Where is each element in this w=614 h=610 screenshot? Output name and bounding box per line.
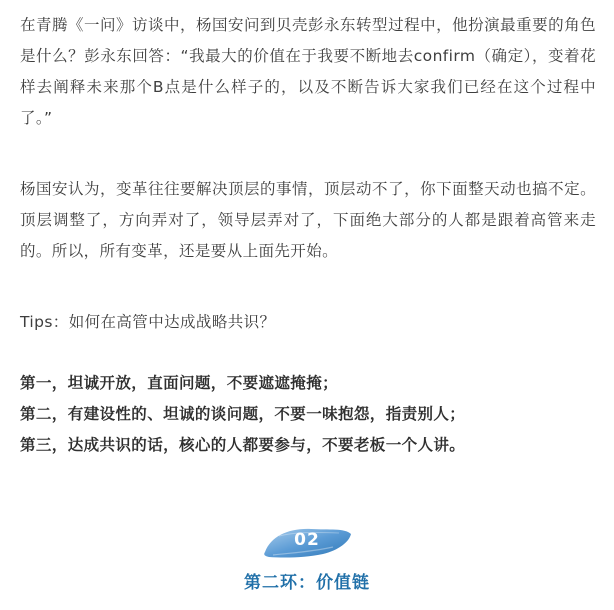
section-header: [0, 522, 614, 593]
paragraph-interview: 在青腾《一问》访谈中，杨国安问到贝壳彭永东转型过程中，他扮演最重要的角色是什么？彭永东回答：“我最大的价值在于我要不断地去confirm（确定），变着花样去阐释未来那个B点是什么样子的，以及不断告诉大家我们已经在这个过程中了。”: [20, 16, 596, 127]
tips-list: [20, 368, 596, 461]
tips-item-2: 第二，有建设性的、坦诚的谈问题，不要一味抱怨，指责别人；: [20, 405, 466, 423]
tips-item-1: 第一，坦诚开放，直面问题，不要遮遮掩掩；: [20, 374, 339, 392]
paragraph-top-down-change: 杨国安认为，变革往往要解决顶层的事情，顶层动不了，你下面整天动也搞不定。顶层调整了，方向弄对了，领导层弄对了，下面绝大部分的人都是跟着高管来走的。所以，所有变革，还是要从上面先开始。: [20, 180, 596, 260]
section-number-badge: [259, 522, 355, 562]
section-title: 第二环：价值链: [244, 573, 370, 593]
tips-item-3: 第三，达成共识的话，核心的人都要参与，不要老板一个人讲。: [20, 436, 466, 454]
section-number: 02: [294, 530, 320, 550]
paragraph-tips-heading: Tips：如何在高管中达成战略共识？: [20, 313, 276, 331]
article-body: [20, 10, 596, 461]
